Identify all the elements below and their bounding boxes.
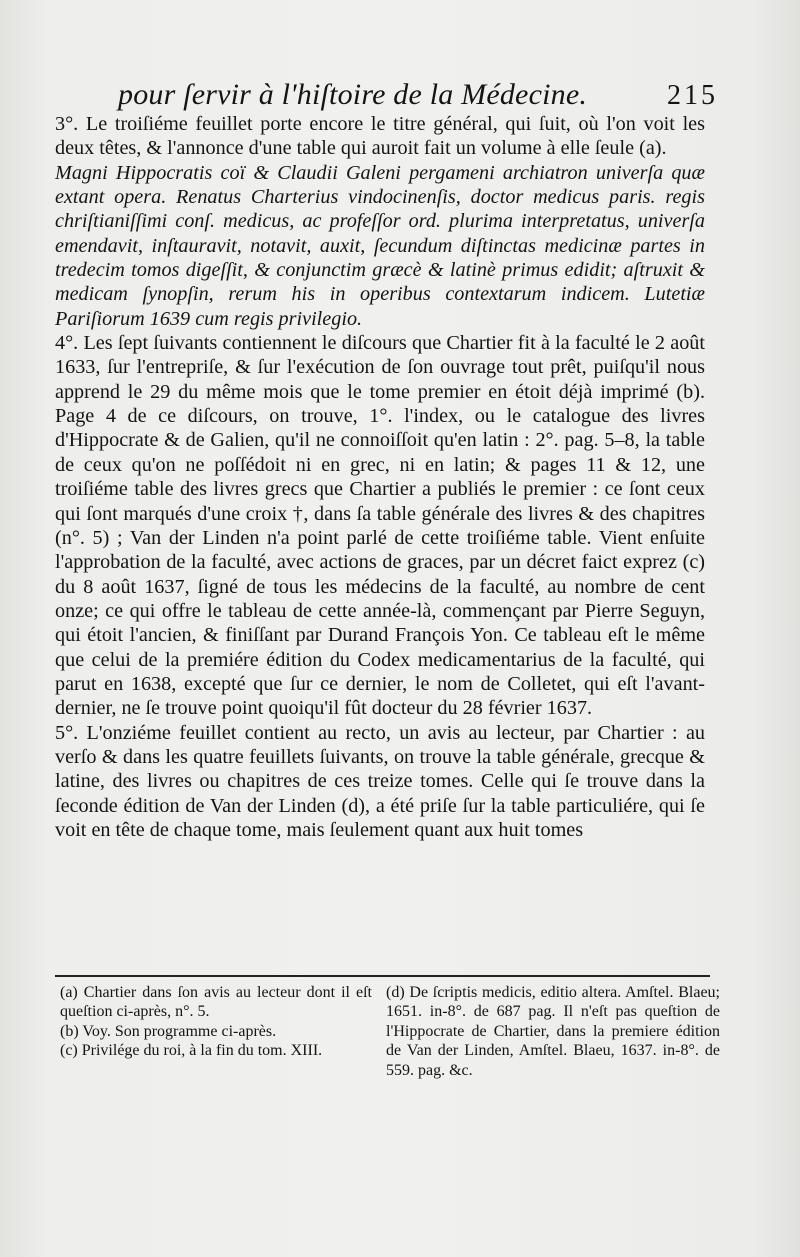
latin-title-quote: Magni Hippocratis coï & Claudii Galeni pergameni archiatron univerſa quæ extant opera. Renatus Charterius vindocinenſis, doctor medicus paris. regis chriſtianiſſimi conſ. medicus, ac profeſſor ord. plurima interpretatus, univerſa emendavit, inſtauravit, notavit, auxit, ſecundum diſtinctas medicinæ partes in tredecim tomos digeſſit, & conjunctim græcè & latinè primus edidit; aſtruxit & medicam ſynopſin, rerum his in operibus contextarum indicem. Lutetiæ Pariſiorum 1639 cum regis privilegio. bbox=[55, 161, 705, 330]
paragraph-item-3: 3°. Le troiſiéme feuillet porte encore le titre général, qui ſuit, où l'on voit les deux têtes, & l'annonce d'une table qui auroit fait un volume à elle ſeule (a). bbox=[55, 113, 705, 160]
footnote-d: (d) De ſcriptis medicis, editio altera. Amſtel. Blaeu; 1651. in-8°. de 687 pag. Il n'eſt pas queſtion de l'Hippocrate de Chartier, dans la premiere édition de Van der Linden, Amſtel. Blaeu, 1637. in-8°. de 559. pag. &c. bbox=[386, 984, 720, 1079]
page-number: 215 bbox=[667, 80, 718, 111]
footnotes bbox=[60, 983, 720, 1113]
paragraph-item-4: 4°. Les ſept ſuivants contiennent le diſcours que Chartier fit à la faculté le 2 août 1633, ſur l'entrepriſe, & ſur l'exécution de ſon ouvrage tout prêt, puiſqu'il nous apprend le 29 du même mois que le tome premier en étoit déjà imprimé (b). Page 4 de ce diſcours, on trouve, 1°. l'index, ou le catalogue des livres d'Hippocrate & de Galien, qu'il ne connoiſſoit qu'en latin : 2°. pag. 5–8, la table de ceux qu'on ne poſſédoit ni en grec, ni en latin; & pages 11 & 12, une troiſiéme table des livres grecs que Chartier a publiés le premier : ce ſont ceux qui ſont marqués d'une croix †, dans ſa table générale des livres & des chapitres (n°. 5) ; Van der Linden n'a point parlé de cette troiſiéme table. Vient enſuite l'approbation de la faculté, avec actions de graces, par un décret faict exprez (c) du 8 août 1637, ſigné de tous les médecins de la faculté, au nombre de cent onze; ce qui offre le tableau de cette année-là, commençant par Pierre Seguyn, qui étoit l'ancien, & finiſſant par Durand François Yon. Ce tableau eſt le même que celui de la premiére édition du Codex medicamentarius de la faculté, qui parut en 1638, excepté que ſur ce dernier, le nom de Colletet, qui eſt l'avant-dernier, ne ſe trouve point quoiqu'il fût docteur du 28 février 1637. bbox=[55, 332, 705, 720]
footnotes-left-column bbox=[60, 983, 372, 1061]
footnote-b: (b) Voy. Son programme ci-après. bbox=[60, 1022, 277, 1040]
footnote-c: (c) Privilége du roi, à la fin du tom. XIII. bbox=[60, 1042, 323, 1060]
main-text bbox=[55, 112, 705, 962]
running-title: pour ſervir à l'hiſtoire de la Médecine. bbox=[118, 78, 588, 111]
footnote-a: (a) Chartier dans ſon avis au lecteur dont il eſt queſtion ci-après, n°. 5. bbox=[60, 984, 372, 1021]
footnotes-right-column bbox=[386, 983, 720, 1080]
footnote-divider bbox=[55, 975, 710, 977]
paragraph-item-5: 5°. L'onziéme feuillet contient au recto, un avis au lecteur, par Chartier : au verſo & dans les quatre feuillets ſuivants, on trouve la table générale, grecque & latine, des livres ou chapitres de ces treize tomes. Celle qui ſe trouve dans la ſeconde édition de Van der Linden (d), a été priſe ſur la table particuliére, qui ſe voit en tête de chaque tome, mais ſeulement quant aux huit tomes bbox=[55, 721, 705, 841]
